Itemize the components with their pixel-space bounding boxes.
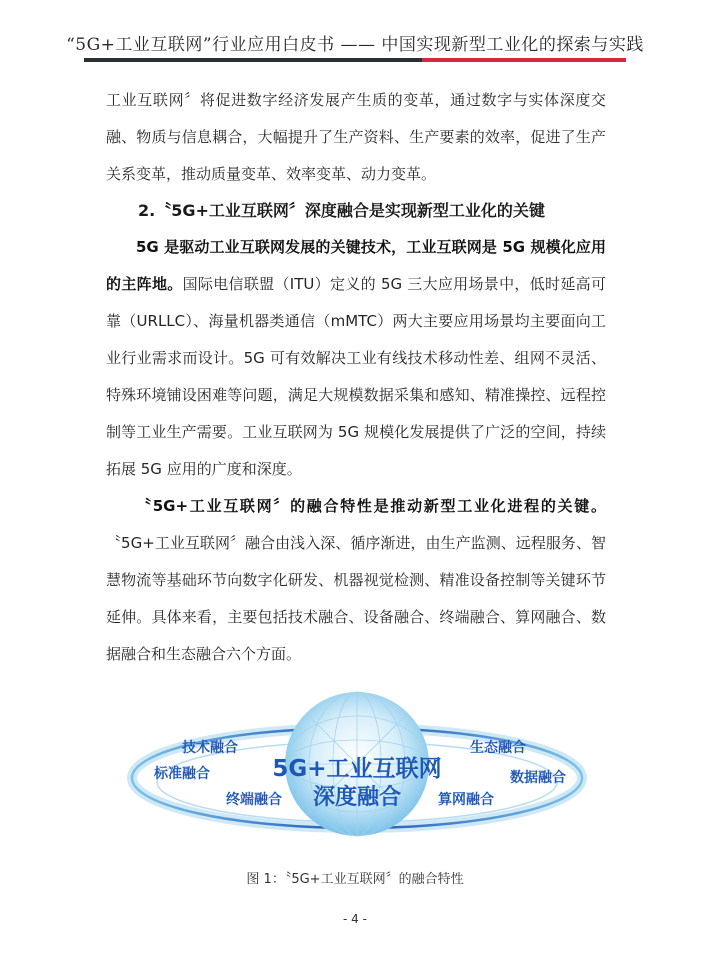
paragraph-2 bbox=[106, 229, 606, 488]
paragraph-3-text: 〝5G+工业互联网〞融合由浅入深、循序渐进，由生产监测、远程服务、智慧物流等基础环节向数字化研发、机器视觉检测、精准设备控制等关键环节延伸。具体来看，主要包括技术融合、设备融合、终端融合、算网融合、数据融合和生态融合六个方面。 bbox=[106, 534, 606, 663]
paragraph-1: 工业互联网〞将促进数字经济发展产生质的变革，通过数字与实体深度交融、物质与信息耦合，大幅提升了生产资料、生产要素的效率，促进了生产关系变革，推动质量变革、效率变革、动力变革。 bbox=[106, 91, 606, 183]
paragraph-3 bbox=[106, 488, 606, 673]
header-rule-dark bbox=[84, 58, 422, 62]
label-standard-fusion: 标准融合 bbox=[154, 766, 210, 782]
section-heading: 2.〝5G+工业互联网〞深度融合是实现新型工业化的关键 bbox=[138, 201, 545, 220]
fusion-diagram bbox=[120, 690, 595, 850]
page-header bbox=[0, 0, 710, 66]
label-ecology-fusion: 生态融合 bbox=[470, 740, 526, 756]
paragraph-3-bold: 〝5G+工业互联网〞的融合特性是推动新型工业化进程的关键。 bbox=[136, 497, 606, 515]
center-title-line2: 深度融合 bbox=[312, 785, 402, 810]
label-tech-fusion: 技术融合 bbox=[182, 740, 238, 756]
figure-caption: 图 1：〝5G+工业互联网〞的融合特性 bbox=[246, 872, 464, 887]
label-data-fusion: 数据融合 bbox=[510, 770, 566, 786]
label-compute-fusion: 算网融合 bbox=[438, 792, 494, 808]
body-text bbox=[106, 82, 606, 673]
fusion-figure bbox=[120, 690, 595, 850]
header-rule-red bbox=[422, 58, 626, 62]
label-terminal-fusion: 终端融合 bbox=[226, 792, 282, 808]
center-title-line1: 5G+工业互联网 bbox=[272, 756, 442, 782]
paragraph-2-text: 国际电信联盟（ITU）定义的 5G 三大应用场景中，低时延高可靠（URLLC）、海量机器类通信（mMTC）两大主要应用场景均主要面向工业行业需求而设计。5G 可有效解决工业有线技术移动性差、组网不灵活、特殊环境铺设困难等问题，满足大规模数据采集和感知、精准操控、远程控制等工业生产需要。工业互联网为 5G 规模化发展提供了广泛的空间，持续拓展 5G 应用的广度和深度。 bbox=[106, 275, 606, 478]
page-number: - 4 - bbox=[343, 912, 367, 926]
paragraph-2-bold: 5G 是驱动工业互联网发展的关键技术，工业互联网是 5G 规模化应用的主阵地。 bbox=[106, 238, 606, 293]
header-title: “5G+工业互联网”行业应用白皮书 —— 中国实现新型工业化的探索与实践 bbox=[66, 35, 644, 55]
